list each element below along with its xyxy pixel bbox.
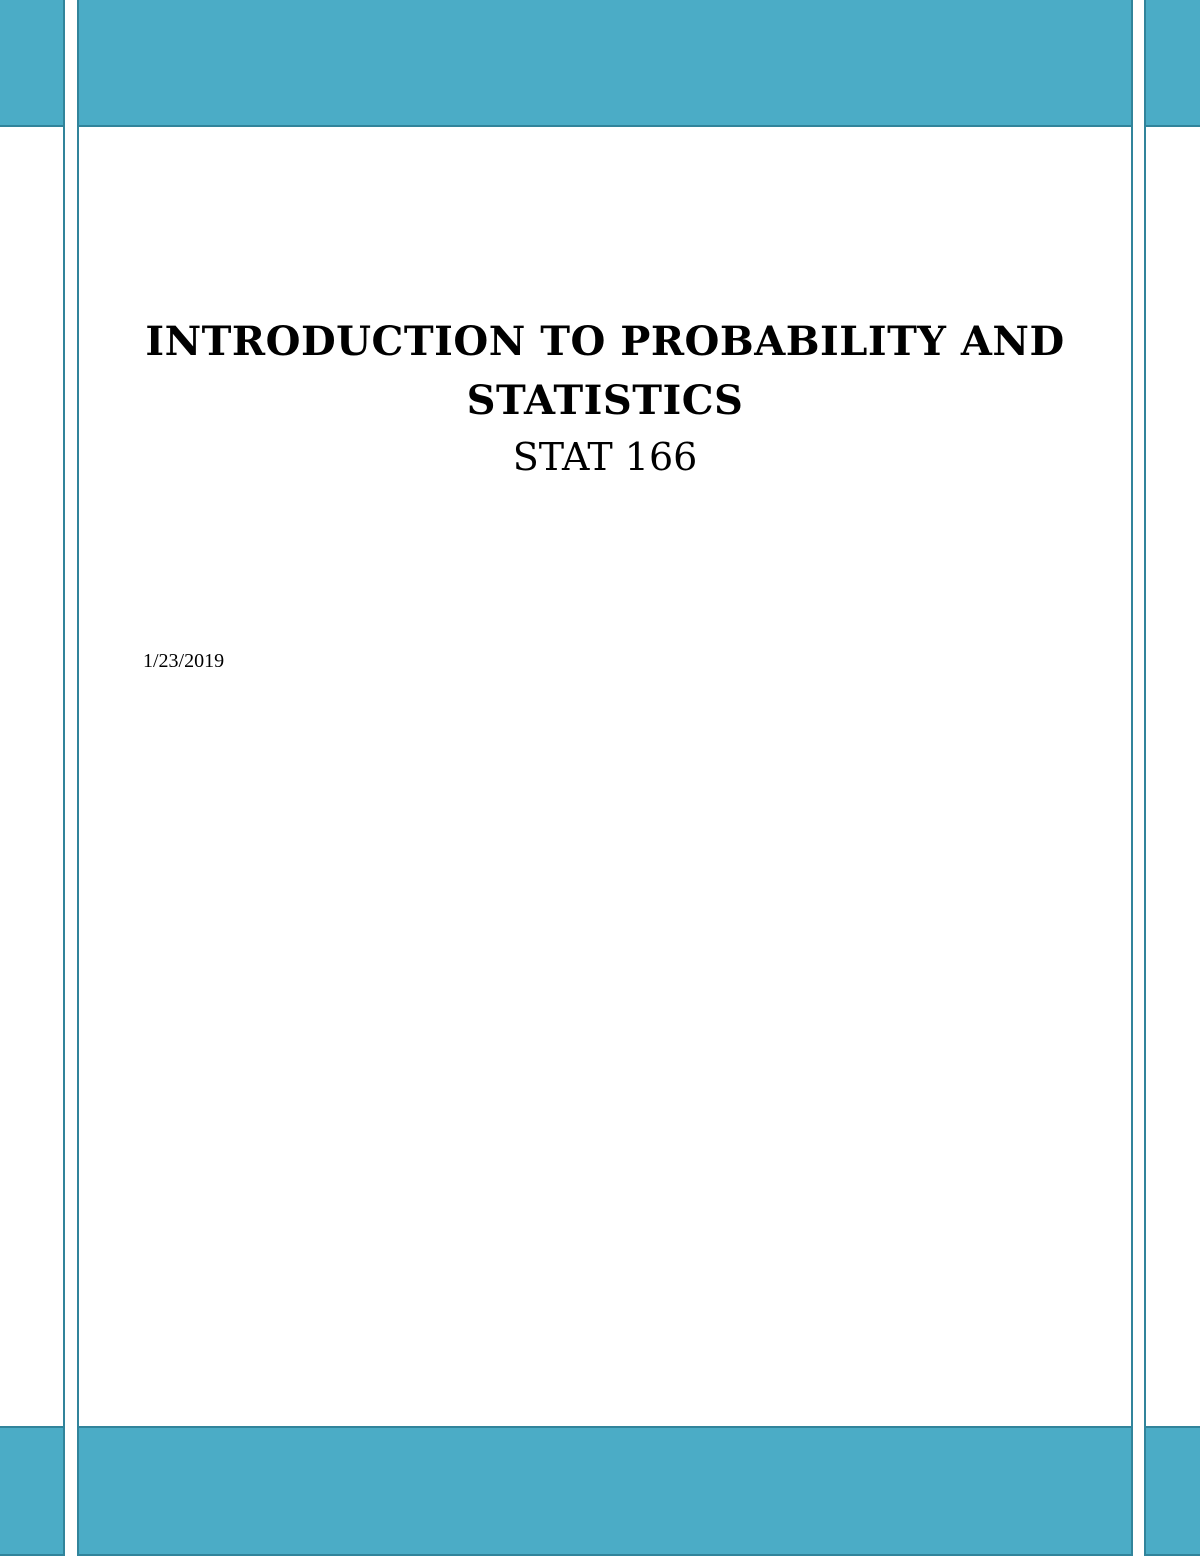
document-date: 1/23/2019 (143, 650, 225, 672)
top-left-band (0, 0, 65, 127)
bottom-left-band (0, 1426, 65, 1556)
course-code: STAT 166 (512, 435, 698, 479)
top-right-band (1144, 0, 1200, 127)
bottom-center-band (77, 1426, 1133, 1556)
bottom-right-band (1144, 1426, 1200, 1556)
frame-line-right-outer (1144, 125, 1146, 1428)
top-center-band (77, 0, 1133, 127)
document-title: INTRODUCTION TO PROBABILITY AND STATISTICS (145, 318, 1065, 424)
frame-line-left-outer (63, 125, 65, 1428)
